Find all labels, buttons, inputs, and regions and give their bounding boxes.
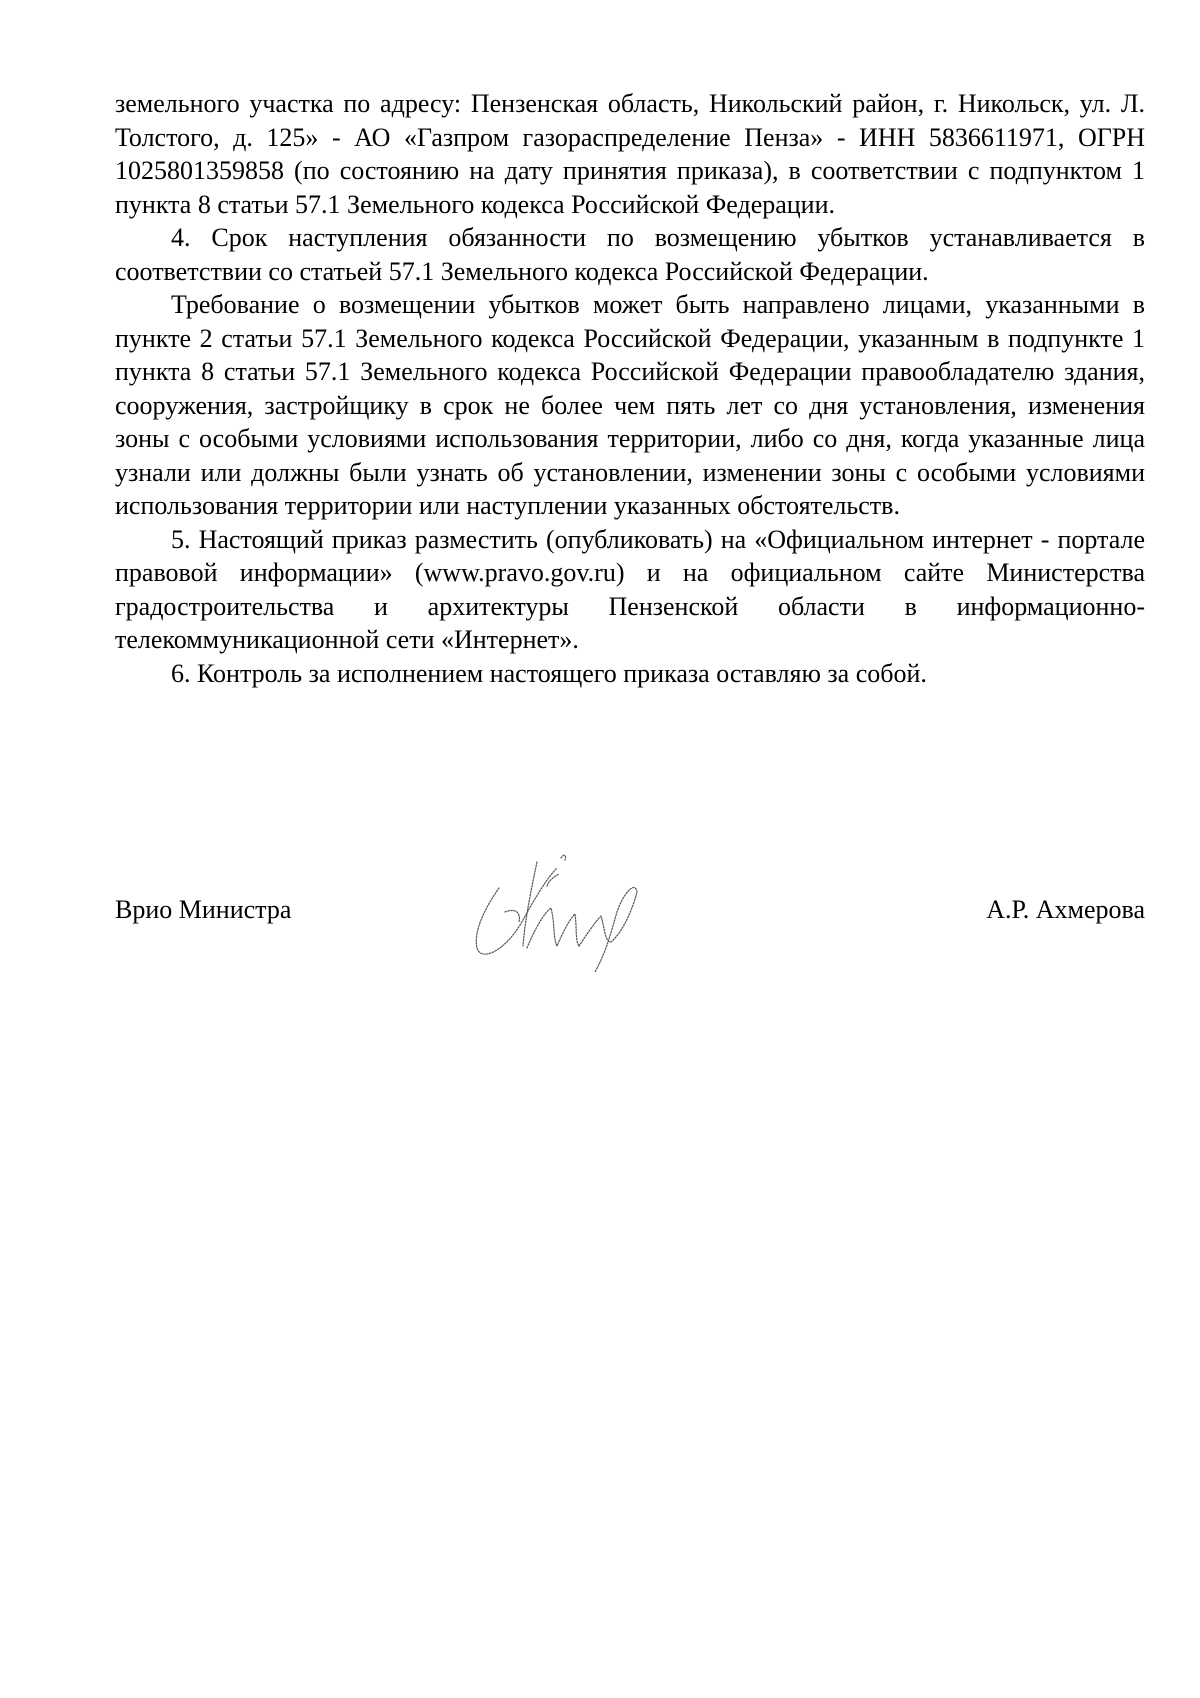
- paragraph-item-6: 6. Контроль за исполнением настоящего приказа оставляю за собой.: [171, 658, 927, 688]
- handwritten-signature: [465, 850, 640, 978]
- signatory-name: А.Р. Ахмерова: [986, 895, 1145, 924]
- paragraph-compensation-claim: Требование о возмещении убытков может быть направлено лицами, указанными в пункте 2 статьи 57.1 Земельного кодекса Российской Федерации, указанным в подпункте 1 пункта 8 статьи 57.1 Земельного кодекса Российской Федерации правообладателю здания, сооружения, застройщику в срок не более чем пять лет со дня установления, изменения зоны с особыми условиями использования территории, либо со дня, когда указанные лица узнали или должны были узнать об установлении, изменении зоны с особыми условиями использования территории или наступлении указанных обстоятельств.: [115, 290, 1145, 520]
- paragraph-item-5: 5. Настоящий приказ разместить (опубликовать) на «Официальном интернет - портале правовой информации» (www.pravo.gov.ru) и на официальном сайте Министерства градостроительства и архитектуры Пензенской области в информационно-телекоммуникационной сети «Интернет».: [115, 524, 1145, 654]
- document-body: [115, 87, 1145, 690]
- paragraph-land-plot-continuation: земельного участка по адресу: Пензенская область, Никольский район, г. Никольск, ул. Л. Толстого, д. 125» - АО «Газпром газораспределение Пенза» - ИНН 5836611971, ОГРН 1025801359858 (по состоянию на дату принятия приказа), в соответствии с подпунктом 1 пункта 8 статьи 57.1 Земельного кодекса Российской Федерации.: [115, 89, 1145, 219]
- signatory-position: Врио Министра: [115, 895, 292, 924]
- paragraph-item-4: 4. Срок наступления обязанности по возмещению убытков устанавливается в соответствии со статьей 57.1 Земельного кодекса Российской Федерации.: [115, 223, 1145, 286]
